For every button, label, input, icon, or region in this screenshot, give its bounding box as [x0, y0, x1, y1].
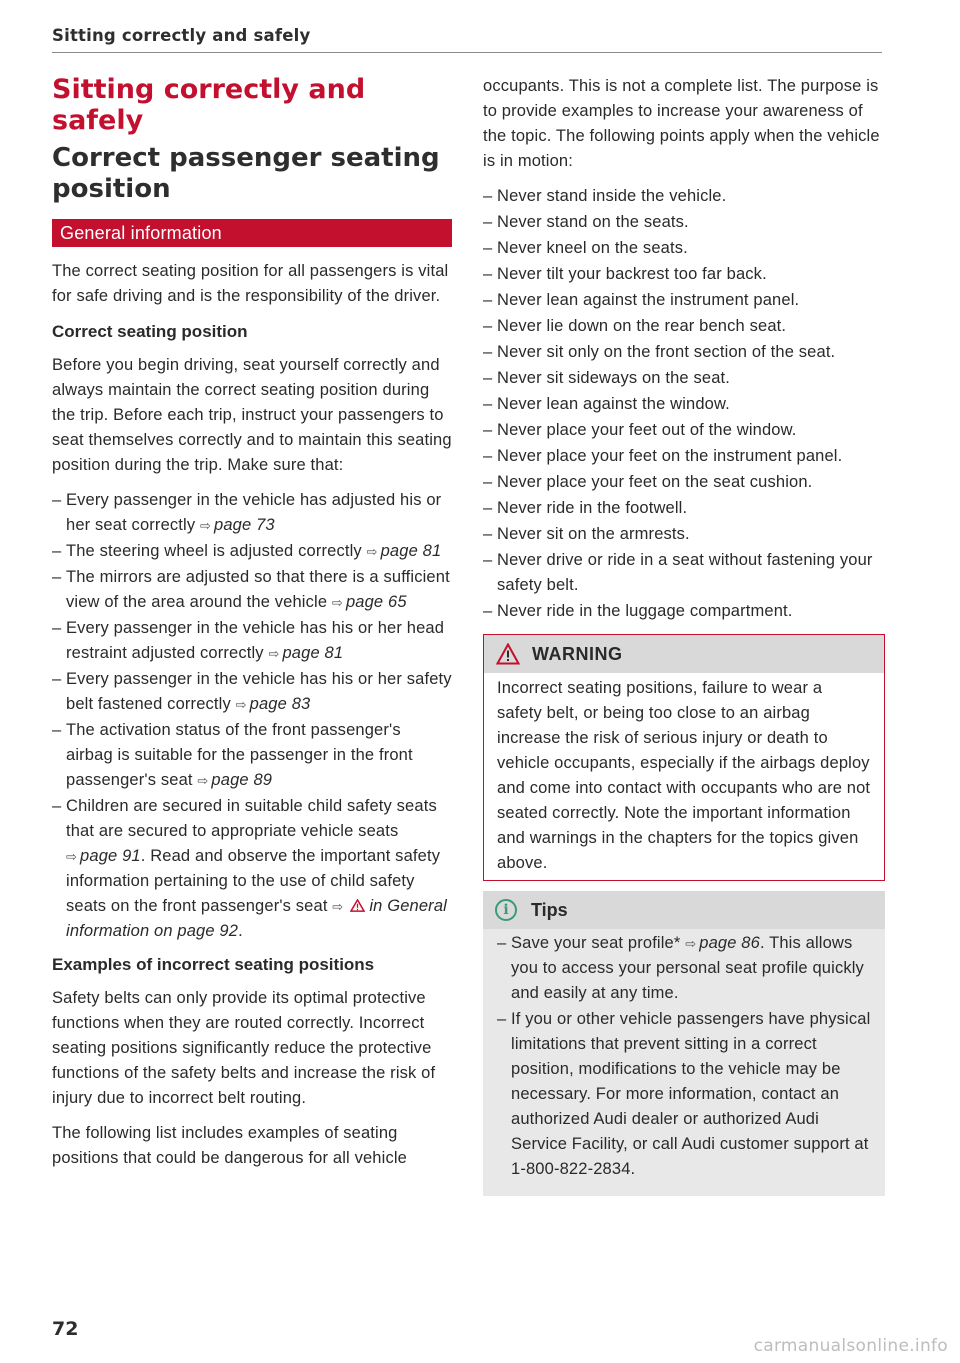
general-information-bar: General information: [52, 219, 452, 247]
intro-paragraph: The correct seating position for all passengers is vital for safe driving and is the responsibility of the driver.: [52, 262, 449, 305]
tips-title: Tips: [531, 899, 568, 920]
list-item: – Never sit on the armrests.: [483, 522, 885, 547]
list-item: – Every passenger in the vehicle has his or her safety belt fastened correctly ⇨ page 83: [52, 667, 452, 717]
arrow-right-icon: ⇨: [197, 773, 209, 788]
list-item: – Never drive or ride in a seat without fastening your safety belt.: [483, 548, 885, 598]
list-item: – Never place your feet on the instrument panel.: [483, 444, 885, 469]
warning-title: WARNING: [532, 643, 623, 664]
list-item: – Every passenger in the vehicle has his or her head restraint adjusted correctly ⇨ page 81: [52, 616, 452, 666]
arrow-right-icon: ⇨: [268, 646, 280, 661]
subsection-title: Correct passenger seating position: [52, 143, 440, 204]
list-item: – Never sit only on the front section of the seat.: [483, 340, 885, 365]
page-ref-link[interactable]: page 73: [214, 516, 275, 534]
check-list: [52, 488, 452, 944]
arrow-right-icon: ⇨: [685, 936, 697, 951]
list-item: – Children are secured in suitable child safety seats that are secured to appropriate vehicle seats ⇨ page 91. Read and observe the important safety information pertaining to the use of child safety seats on the front passenger's seat ⇨ in General information on page 92.: [52, 794, 452, 944]
correct-seating-heading: Correct seating position: [52, 322, 248, 341]
correct-seating-text: Before you begin driving, seat yourself correctly and always maintain the correct seating position during the trip. Before each trip, instruct your passengers to seat themselves correctly and to maintain this seating position during the trip. Make sure that:: [52, 356, 452, 474]
list-item: – Never stand on the seats.: [483, 210, 885, 235]
list-item: – The activation status of the front passenger's airbag is suitable for the passenger in the front passenger's seat ⇨ page 89: [52, 718, 452, 793]
list-item: – Never kneel on the seats.: [483, 236, 885, 261]
incorrect-seating-heading: Examples of incorrect seating positions: [52, 955, 375, 974]
page-ref-link[interactable]: page 89: [211, 771, 273, 789]
continued-paragraph: occupants. This is not a complete list. The purpose is to provide examples to increase your awareness of the topic. The following points apply when the vehicle is in motion:: [483, 77, 880, 170]
incorrect-seating-text-2: The following list includes examples of seating positions that could be dangerous for all vehicle: [52, 1124, 407, 1167]
list-item: – Never place your feet on the seat cushion.: [483, 470, 885, 495]
tips-list: [497, 931, 871, 1182]
warning-box: [483, 634, 885, 881]
page-ref-link[interactable]: in General information on page 92: [66, 897, 447, 940]
warning-header: [484, 635, 884, 673]
never-list: [483, 184, 885, 624]
list-item: – Never lean against the window.: [483, 392, 885, 417]
list-item: – Never ride in the footwell.: [483, 496, 885, 521]
page-ref-link[interactable]: page 86: [699, 934, 760, 952]
warning-triangle-icon: [350, 899, 365, 912]
page-ref-link[interactable]: page 83: [249, 695, 311, 713]
page-ref-link[interactable]: page 91: [80, 847, 141, 865]
list-item: – Never sit sideways on the seat.: [483, 366, 885, 391]
tips-box: [483, 891, 885, 1196]
list-item: – Never lean against the instrument panel.: [483, 288, 885, 313]
info-circle-icon: i: [495, 899, 517, 921]
arrow-right-icon: ⇨: [331, 595, 343, 610]
page-number: 72: [52, 1318, 79, 1340]
list-item: – The mirrors are adjusted so that there is a sufficient view of the area around the vehicle ⇨ page 65: [52, 565, 452, 615]
page-ref-link[interactable]: page 81: [282, 644, 344, 662]
section-title: Sitting correctly and safely: [52, 74, 366, 136]
list-item: – The steering wheel is adjusted correctly ⇨ page 81: [52, 539, 452, 564]
list-item: – Never lie down on the rear bench seat.: [483, 314, 885, 339]
left-column: [52, 74, 452, 1181]
list-item: – Never place your feet out of the window.: [483, 418, 885, 443]
tips-body: [483, 929, 885, 1196]
warning-text: Incorrect seating positions, failure to wear a safety belt, or being too close to an airbag increase the risk of serious injury or death to vehicle occupants, especially if the airbags deploy and come into contact with occupants who are not seated correctly. Note the important information and warnings in the chapters for the topics given above.: [497, 679, 871, 872]
arrow-right-icon: ⇨: [366, 544, 378, 559]
watermark: carmanualsonline.info: [753, 1336, 948, 1356]
list-item: – If you or other vehicle passengers have physical limitations that prevent sitting in a correct position, modifications to the vehicle may be necessary. For more information, contact an authorized Audi dealer or authorized Audi Service Facility, or call Audi customer support at 1-800-822-2834.: [497, 1007, 871, 1182]
page-ref-link[interactable]: page 81: [380, 542, 442, 560]
warning-triangle-icon: [496, 643, 520, 665]
list-item: – Never ride in the luggage compartment.: [483, 599, 885, 624]
page-ref-link[interactable]: page 65: [345, 593, 407, 611]
page-header: [52, 26, 882, 53]
list-item: – Every passenger in the vehicle has adjusted his or her seat correctly ⇨ page 73: [52, 488, 452, 538]
right-column: [483, 74, 885, 1196]
arrow-right-icon: ⇨: [66, 849, 78, 864]
header-title: Sitting correctly and safely: [52, 26, 311, 45]
arrow-right-icon: ⇨: [332, 899, 344, 914]
list-item: – Never tilt your backrest too far back.: [483, 262, 885, 287]
arrow-right-icon: ⇨: [235, 697, 247, 712]
arrow-right-icon: ⇨: [199, 518, 212, 533]
incorrect-seating-text: Safety belts can only provide its optimal protective functions when they are routed correctly. Incorrect seating positions significantly reduce the protective functions of the safety belts and increase the risk of injury due to incorrect belt routing.: [52, 989, 436, 1107]
tips-header: [483, 891, 885, 929]
list-item: – Never stand inside the vehicle.: [483, 184, 885, 209]
list-item: – Save your seat profile* ⇨ page 86. This allows you to access your personal seat profile quickly and easily at any time.: [497, 931, 871, 1006]
